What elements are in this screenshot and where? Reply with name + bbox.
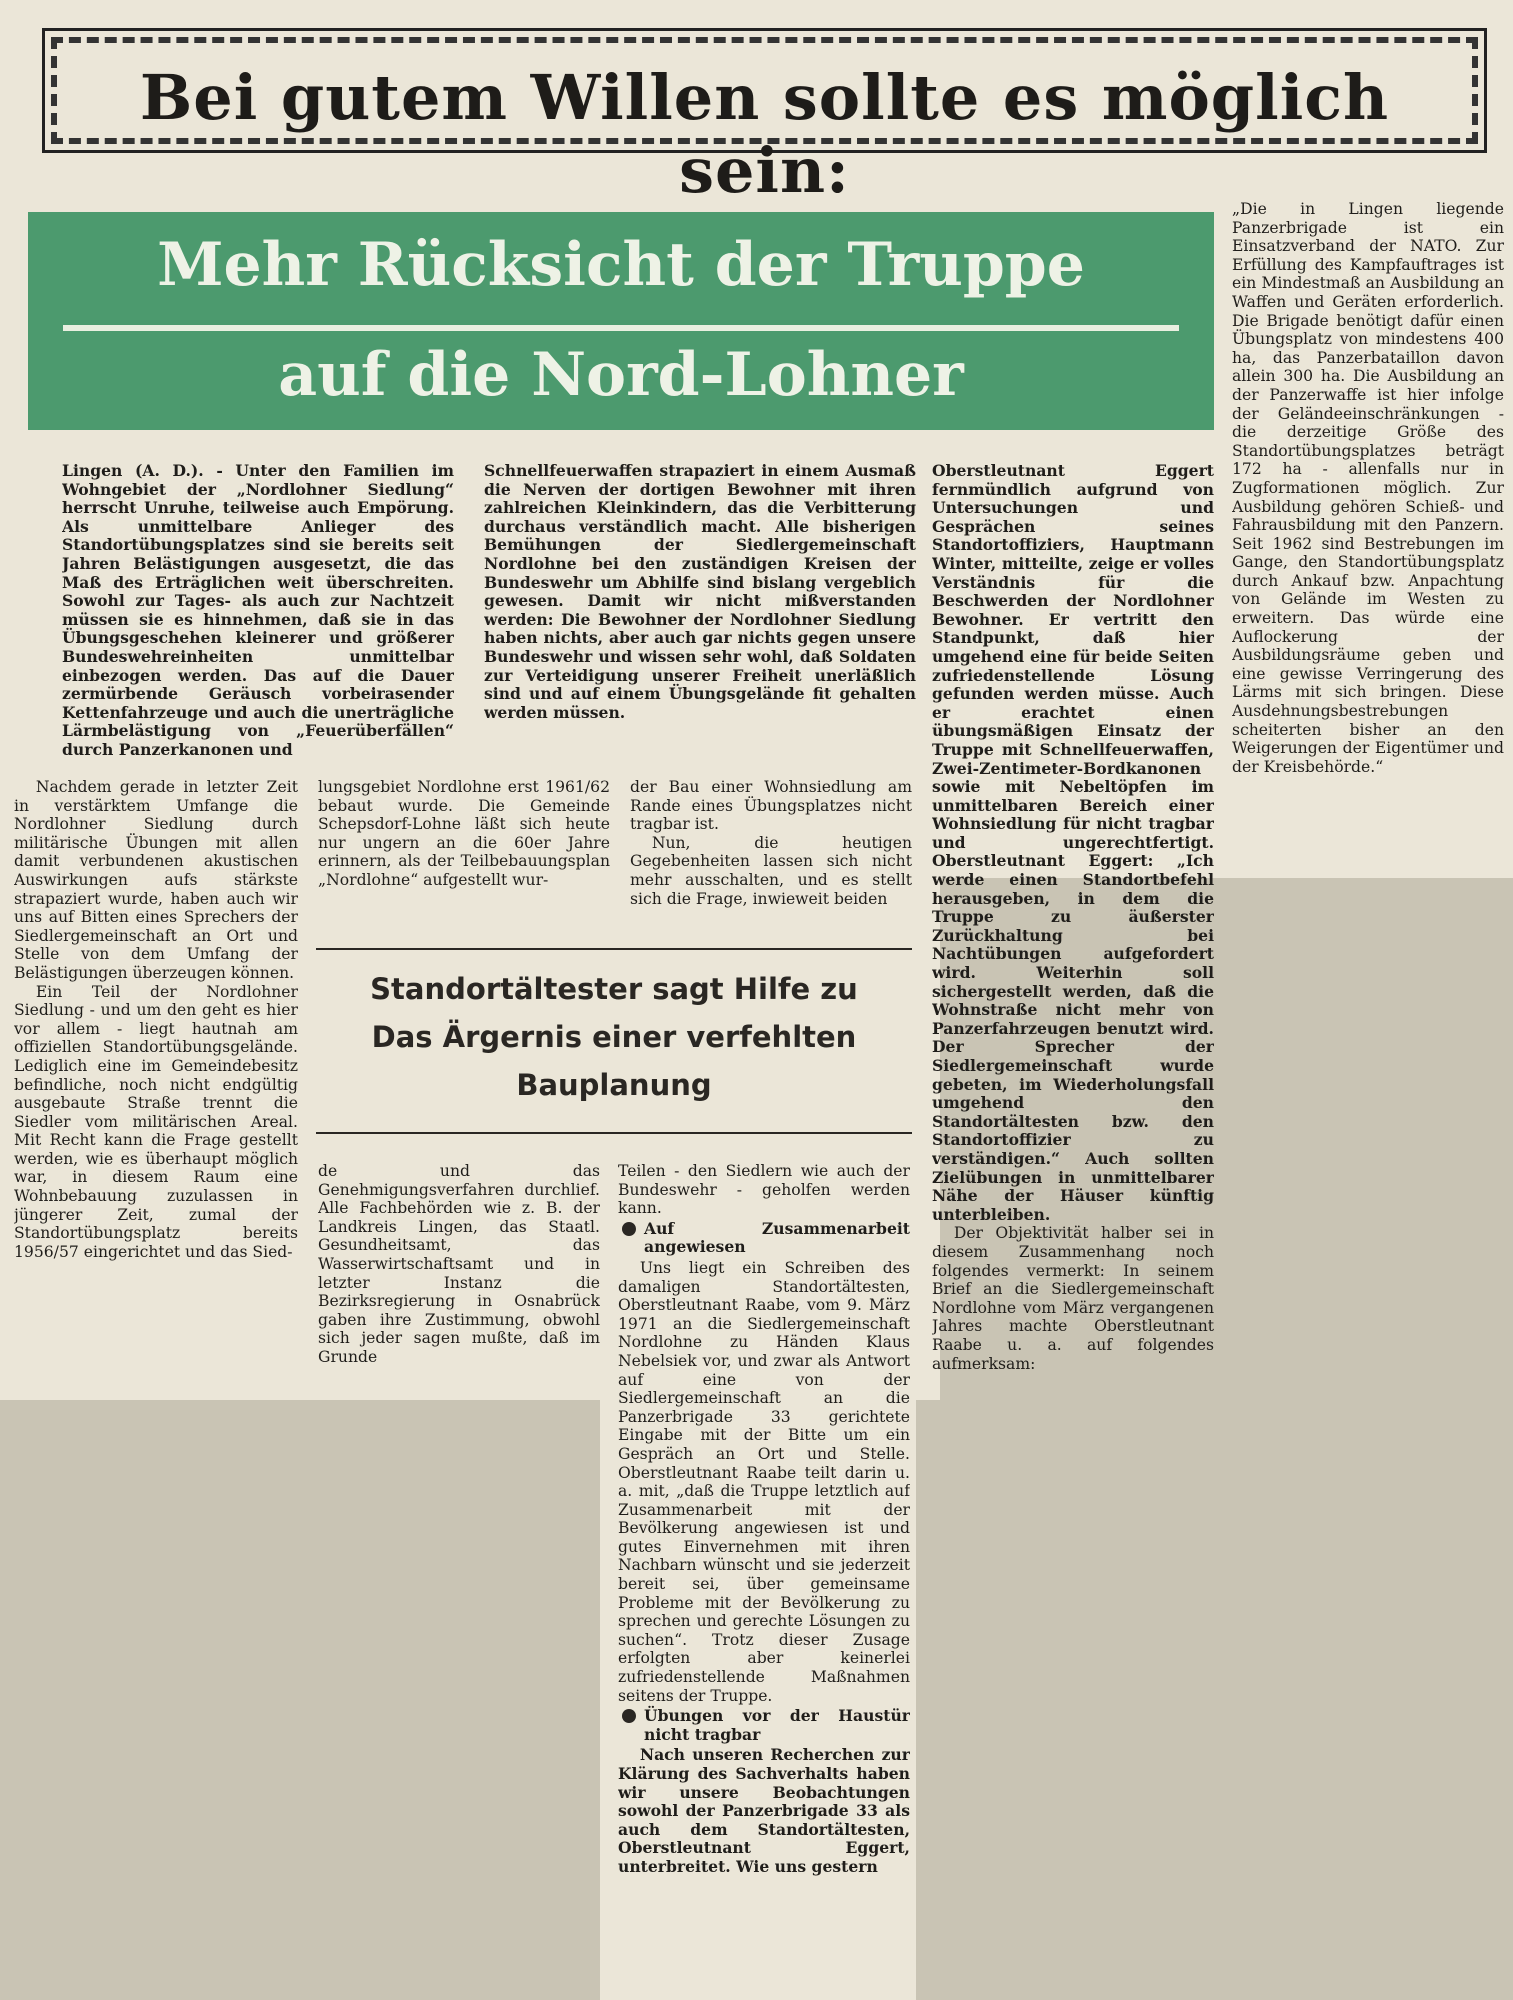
body-column-a [14, 778, 298, 1380]
subheadline-rule-bottom [316, 1132, 912, 1134]
lead-paragraph-1: Lingen (A. D.). - Unter den Familien im Wohngebiet der „Nordlohner Siedlung“ herrscht Unruhe, teilweise auch Empörung. Als unmittelbare Anlieger des Standortübungsplatzes sind sie bereits seit Jahren Belästigungen ausgesetzt, die das Maß des Erträglichen weit überschreiten. Sowohl zur Tages- als auch zur Nachtzeit müssen sie es hinnehmen, daß sie in das Übungsgeschehen kleinerer und größerer Bundeswehreinheiten unmittelbar einbezogen werden. Das auf die Dauer zermürbende Geräusch vorbeirasender Kettenfahrzeuge und auch die unerträgliche Lärmbelästigung von „Feuerüberfällen“ durch Panzerkanonen und [62, 462, 454, 759]
lead-paragraph-2: Schnellfeuerwaffen strapaziert in einem Ausmaß die Nerven der dortigen Bewohner mit ihren zahlreichen Kleinkindern, das die Verbitterung durchaus verständlich macht. Alle bisherigen Bemühungen der Siedlergemeinschaft Nordlohne bei den zuständigen Kreisen der Bundeswehr um Abhilfe sind bislang vergeblich gewesen. Damit wir nicht mißverstanden werden: Die Bewohner der Nordlohner Siedlung haben nichts, aber auch gar nichts gegen unsere Bundeswehr und wissen sehr wohl, daß Soldaten zur Verteidigung unserer Freiheit unerläßlich sind und auf einem Übungsgelände fit gehalten werden müssen. [484, 462, 916, 722]
subheadline-line-1: Standortältester sagt Hilfe zu [370, 972, 858, 1006]
paragraph-d2: Der Objektivität halber sei in diesem Zusammenhang noch folgendes vermerkt: In seinem Brief an die Siedlergemeinschaft Nordlohne vom März vergangenen Jahres machte Oberstleutnant Raabe u. a. auf folgendes aufmerksam: [932, 1224, 1214, 1373]
body-column-b-top [318, 778, 610, 918]
body-column-b-bottom [318, 1162, 600, 1392]
section-heading-1 [618, 1220, 910, 1257]
subheadline-line-3: Bauplanung [516, 1068, 712, 1102]
paragraph-c2a: Teilen - den Siedlern wie auch der Bundeswehr - geholfen werden kann. [618, 1162, 910, 1218]
subheadline-box [316, 948, 912, 1136]
section-heading-1-text: Auf Zusammenarbeit angewiesen [644, 1218, 910, 1257]
bullet-dot-icon [622, 1222, 636, 1236]
paragraph-c2c: Nach unseren Recherchen zur Klärung des Sachverhalts haben wir unsere Beobachtungen sowohl der Panzerbrigade 33 als auch dem Standortältesten, Oberstleutnant Eggert, unterbreitet. Wie uns gestern [618, 1745, 910, 1876]
headline-banner [28, 212, 1214, 430]
subheadline-line-2: Das Ärgernis einer verfehlten [371, 1020, 857, 1054]
headline-rule [63, 325, 1179, 331]
header-frame [42, 28, 1487, 207]
headline-line-1: Mehr Rücksicht der Truppe [157, 230, 1085, 300]
subheadline-rule-top [316, 948, 912, 950]
paragraph-a2: Ein Teil der Nordlohner Siedlung - und um den geht es hier vor allem - liegt hautnah am offiziellen Standortübungsgelände. Lediglich eine im Gemeindebesitz befindliche, noch nicht endgültig ausgebaute Straße trennt die Siedler vom militärischen Areal. Mit Recht kann die Frage gestellt werden, wie es überhaupt möglich war, in diesem Raum eine Wohnbebauung zuzulassen in jüngerer Zeit, zumal der Standortübungsplatz bereits 1956/57 eingerichtet und das Sied- [14, 982, 298, 1261]
body-column-e [1232, 200, 1504, 865]
lead-column-2 [484, 462, 916, 762]
body-column-c-top [630, 778, 912, 918]
body-column-d [932, 462, 1214, 1392]
paragraph-c1a: der Bau einer Wohnsiedlung am Rande eines Übungsplatzes nicht tragbar ist. [630, 778, 912, 834]
body-column-c-bottom [618, 1162, 910, 1992]
bullet-dot-icon [622, 1709, 636, 1723]
paragraph-d1: Oberstleutnant Eggert fernmündlich aufgrund von Untersuchungen und Gesprächen seines Standortoffiziers, Hauptmann Winter, mitteilte, zeige er volles Verständnis für die Beschwerden der Nordlohner Bewohner. Er vertritt den Standpunkt, daß hier umgehend eine für beide Seiten zufriedenstellende Lösung gefunden werden müsse. Auch er erachtet einen übungsmäßigen Einsatz der Truppe mit Schnellfeuerwaffen, Zwei-Zentimeter-Bordkanonen sowie mit Nebeltöpfen im unmittelbaren Bereich einer Wohnsiedlung für nicht tragbar und ungerechtfertigt. Oberstleutnant Eggert: „Ich werde einen Standortbefehl herausgeben, in dem die Truppe zu äußerster Zurückhaltung bei Nachtübungen aufgefordert wird. Weiterhin soll sichergestellt werden, daß die Wohnstraße nicht mehr von Panzerfahrzeugen benutzt wird. Der Sprecher der Siedlergemeinschaft wurde gebeten, im Wiederholungsfall umgehend den Standortältesten bzw. den Standortoffizier zu verständigen.“ Auch sollten Zielübungen in unmittelbarer Nähe der Häuser künftig unterbleiben. [932, 462, 1214, 1224]
headline-line-2: auf die Nord-Lohner [278, 340, 964, 410]
lead-column-1 [62, 462, 454, 762]
section-heading-2 [618, 1707, 910, 1744]
paragraph-b1: lungsgebiet Nordlohne erst 1961/62 bebaut wurde. Die Gemeinde Schepsdorf-Lohne läßt sich heute nur ungern an die 60er Jahre erinnern, als der Teilbebauungsplan „Nordlohne“ aufgestellt wur- [318, 778, 610, 889]
paragraph-b2: de und das Genehmigungsverfahren durchlief. Alle Fachbehörden wie z. B. der Landkreis Lingen, das Staatl. Gesundheitsamt, das Wasserwirtschaftsamt und in letzter Instanz die Bezirksregierung in Osnabrück gaben ihre Zustimmung, obwohl sich jeder sagen mußte, daß im Grunde [318, 1162, 600, 1366]
paragraph-c1b: Nun, die heutigen Gegebenheiten lassen sich nicht mehr ausschalten, und es stellt sich die Frage, inwieweit beiden [630, 833, 912, 908]
page-title: Bei gutem Willen sollte es möglich sein: [139, 61, 1390, 207]
paragraph-a1: Nachdem gerade in letzter Zeit in verstärktem Umfange die Nordlohner Siedlung durch militärische Übungen mit allen damit verbundenen akustischen Auswirkungen aufs stärkste strapaziert wurde, haben auch wir uns auf Bitten eines Sprechers der Siedlergemeinschaft an Ort und Stelle von dem Umfang der Belästigungen überzeugen können. [14, 778, 298, 982]
paragraph-c2b: Uns liegt ein Schreiben des damaligen Standortältesten, Oberstleutnant Raabe, vom 9. März 1971 an die Siedlergemeinschaft Nordlohne zu Händen Klaus Nebelsiek vor, und zwar als Antwort auf eine von der Siedlergemeinschaft an die Panzerbrigade 33 gerichtete Eingabe mit der Bitte um ein Gespräch an Ort und Stelle. Oberstleutnant Raabe teilt darin u. a. mit, „daß die Truppe letztlich auf Zusammenarbeit mit der Bevölkerung angewiesen ist und gutes Einvernehmen mit ihren Nachbarn wünscht und sie jederzeit bereit sei, über gemeinsame Probleme mit der Bevölkerung zu sprechen und gerechte Lösungen zu suchen“. Trotz dieser Zusage erfolgten aber keinerlei zufriedenstellende Maßnahmen seitens der Truppe. [618, 1258, 910, 1705]
section-heading-2-text: Übungen vor der Haustür nicht tragbar [644, 1706, 910, 1744]
paragraph-e1: „Die in Lingen liegende Panzerbrigade ist ein Einsatzverband der NATO. Zur Erfüllung des Kampfauftrages ist ein Mindestmaß an Ausbildung an Waffen und Geräten erforderlich. Die Brigade benötigt dafür einen Übungsplatz von mindestens 400 ha, das Panzerbataillon davon allein 300 ha. Die Ausbildung an der Panzerwaffe ist hier infolge der Geländeeinschränkungen - die derzeitige Größe des Standortübungsplatzes beträgt 172 ha - allenfalls nur in Zugformationen möglich. Zur Ausbildung gehören Schieß- und Fahrausbildung mit den Panzern. Seit 1962 sind Bestrebungen im Gange, den Standortübungsplatz durch Ankauf bzw. Anpachtung von Gelände im Westen zu erweitern. Das würde eine Auflockerung der Ausbildungsräume geben und eine gewisse Verringerung des Lärms mit sich bringen. Diese Ausdehnungsbestrebungen scheiterten bisher an den Weigerungen der Eigentümer und der Kreisbehörde.“ [1232, 200, 1504, 776]
